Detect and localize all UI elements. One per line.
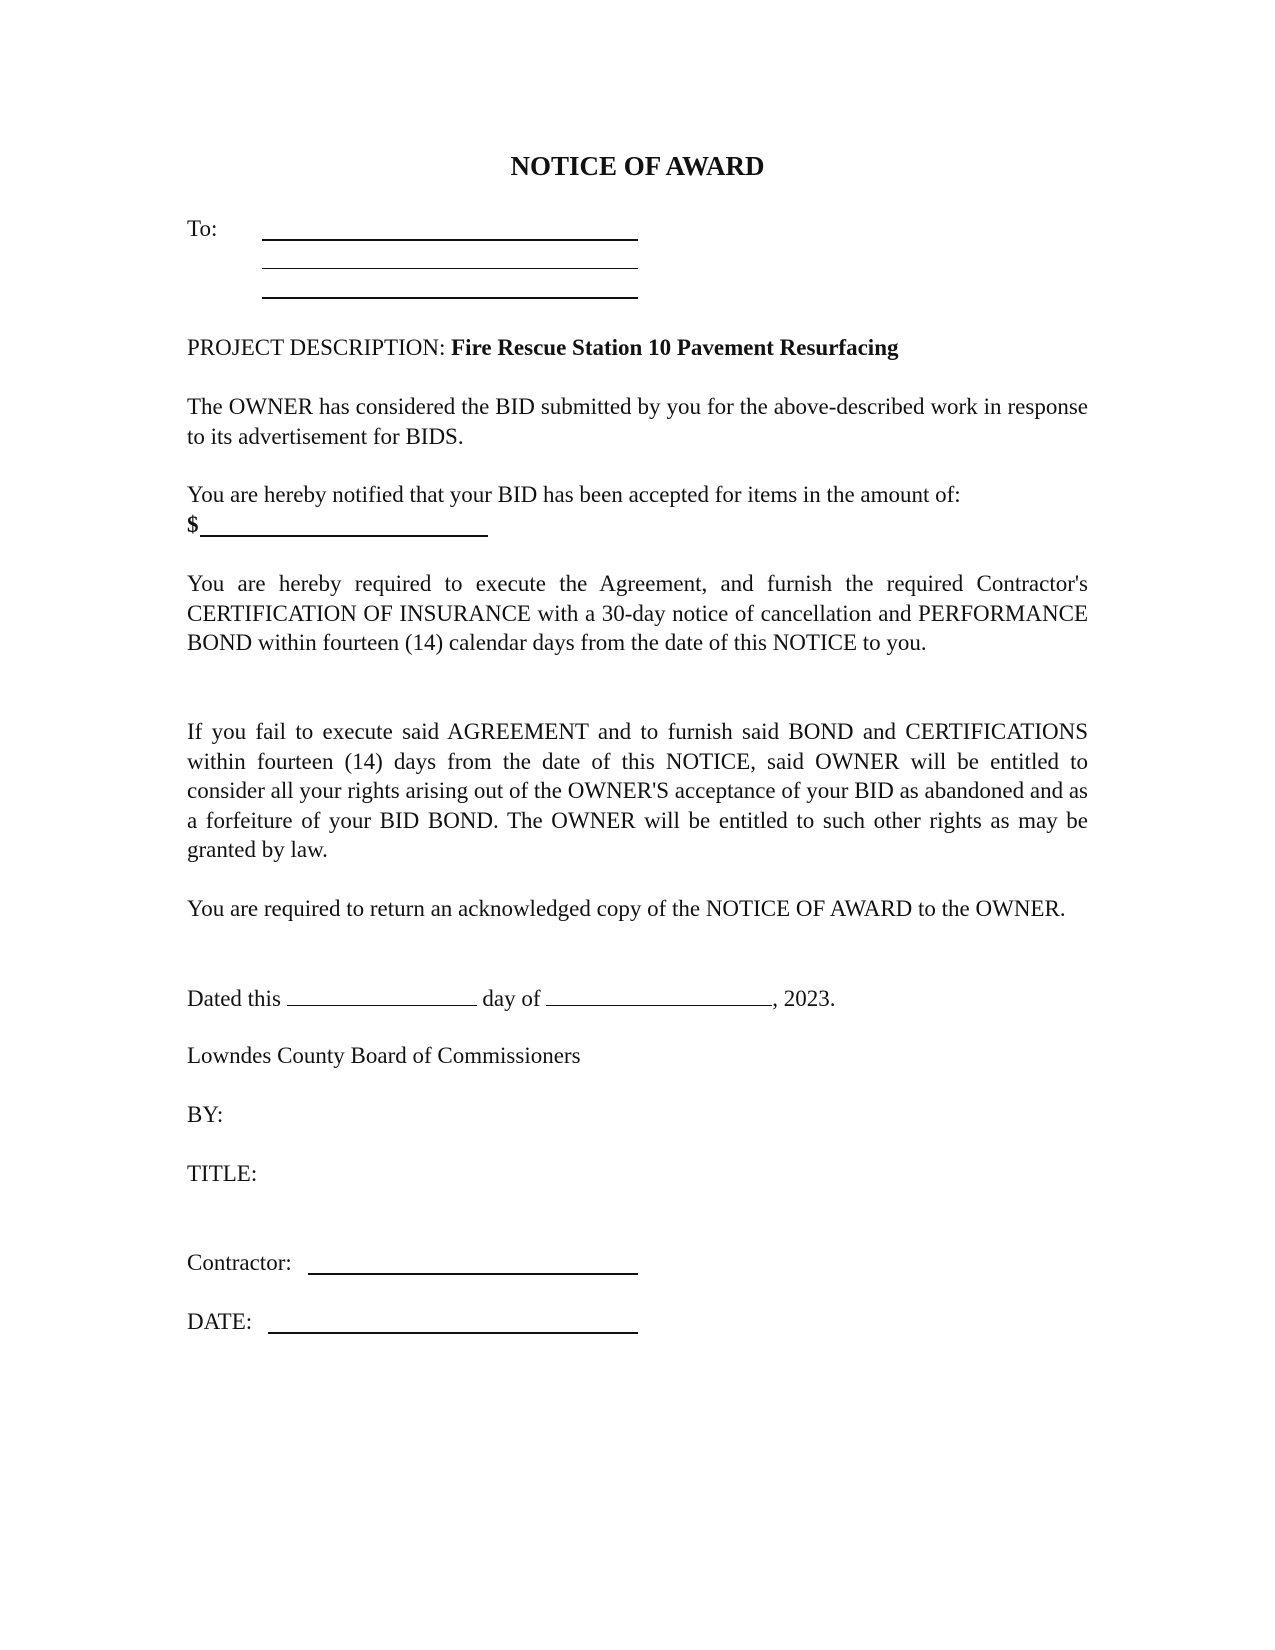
to-label: To: <box>187 216 218 241</box>
dated-middle: day of <box>482 986 541 1011</box>
contractor-line <box>308 1273 638 1275</box>
paragraph-failure-to-execute: If you fail to execute said AGREEMENT and to furnish said BOND and CERTIFICATIONS within fourteen (14) days from the date of this NOTICE, said OWNER will be entitled to consider all your rights arising out of the OWNER'S acceptance of your BID as abandoned and as a forfeiture of your BID BOND. The OWNER will be entitled to such other rights as may be granted by law. <box>187 719 1088 862</box>
by-label: BY: <box>187 1102 224 1127</box>
day-blank <box>287 983 477 1006</box>
dated-prefix: Dated this <box>187 986 281 1011</box>
month-blank <box>546 983 772 1006</box>
paragraph-bid-considered: The OWNER has considered the BID submitted by you for the above-described work in response to its advertisement for BIDS. <box>187 394 1088 449</box>
date-line <box>268 1332 638 1334</box>
dated-line <box>187 983 836 1013</box>
title-label: TITLE: <box>187 1161 258 1186</box>
paragraph-bid-accepted: You are hereby notified that your BID has been accepted for items in the amount of: <box>187 482 961 507</box>
to-line-1 <box>262 239 638 241</box>
to-line-2 <box>262 268 638 269</box>
project-name: Fire Rescue Station 10 Pavement Resurfacing <box>451 335 899 360</box>
amount-line <box>200 535 488 537</box>
document-title: NOTICE OF AWARD <box>510 151 765 181</box>
project-label: PROJECT DESCRIPTION: <box>187 335 446 360</box>
amount-dollar-sign: $ <box>187 512 199 537</box>
dated-suffix: , 2023. <box>772 986 836 1011</box>
date-label: DATE: <box>187 1309 253 1334</box>
paragraph-execute-agreement: You are hereby required to execute the Agreement, and furnish the required Contractor's CERTIFICATION OF INSURANCE with a 30-day notice of cancellation and PERFORMANCE BOND within fourteen (14) calendar days from the date of this NOTICE to you. <box>187 571 1088 655</box>
contractor-label: Contractor: <box>187 1250 292 1275</box>
to-line-3 <box>262 297 638 299</box>
owner-name: Lowndes County Board of Commissioners <box>187 1043 581 1068</box>
project-description <box>187 333 898 362</box>
paragraph-return-copy: You are required to return an acknowledged copy of the NOTICE OF AWARD to the OWNER. <box>187 896 1066 921</box>
